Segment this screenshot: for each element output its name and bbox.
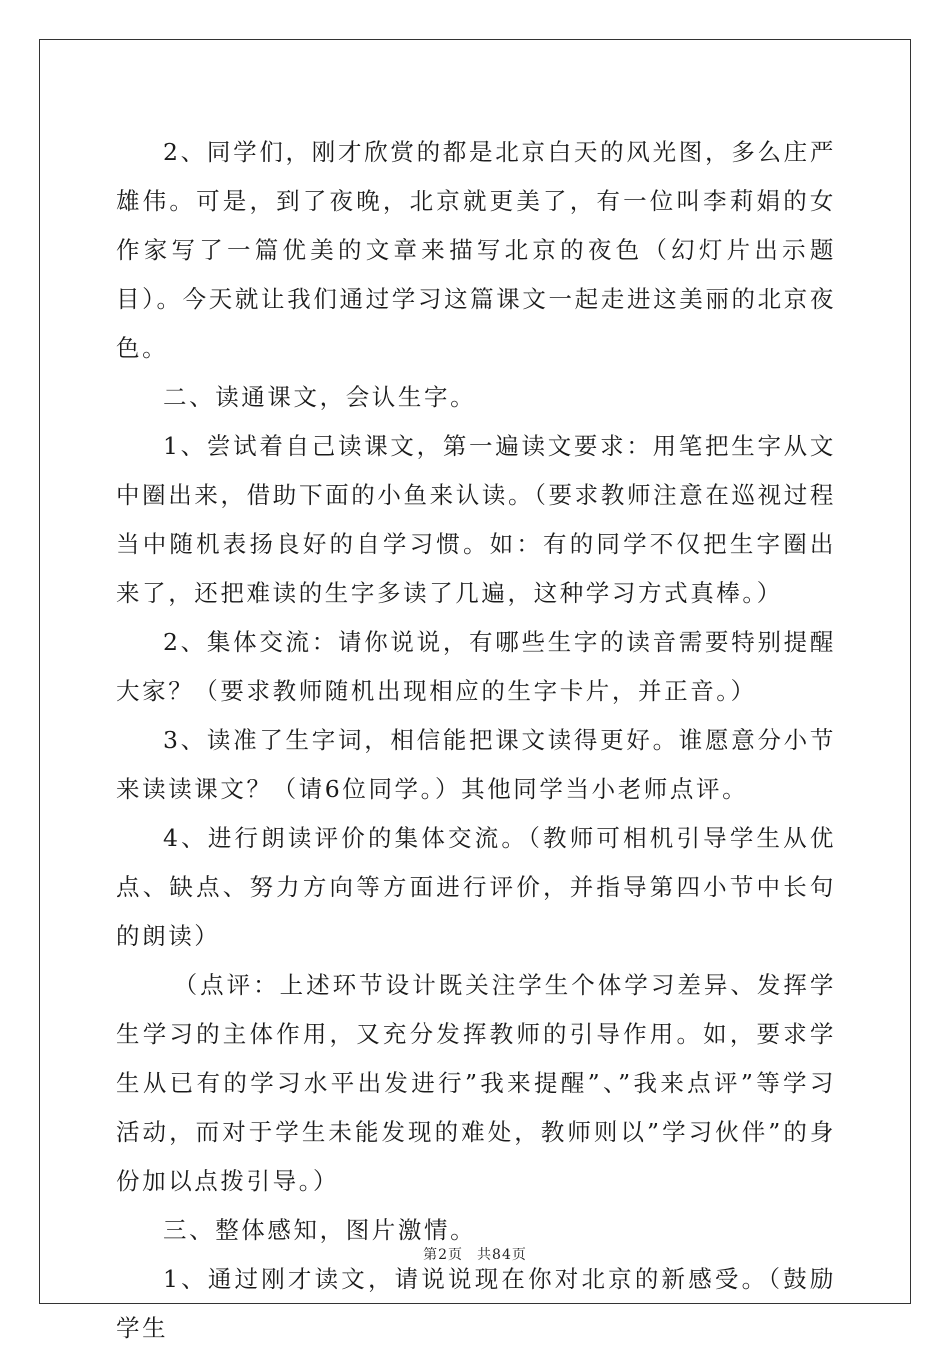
paragraph: 3、读准了生字词，相信能把课文读得更好。谁愿意分小节来读读课文？（请6位同学。）其他同学当小老师点评。: [116, 726, 836, 803]
commentary-paragraph: （点评：上述环节设计既关注学生个体学习差异、发挥学生学习的主体作用，又充分发挥教师的引导作用。如，要求学生从已有的学习水平出发进行”我来提醒”、”我来点评”等学习活动，而对于学生未能发现的难处，教师则以”学习伙伴”的身份加以点拨引导。）: [116, 971, 836, 1195]
paragraph: 2、同学们，刚才欣赏的都是北京白天的风光图，多么庄严雄伟。可是，到了夜晚，北京就更美了，有一位叫李莉娟的女作家写了一篇优美的文章来描写北京的夜色（幻灯片出示题目）。今天就让我们通过学习这篇课文一起走进这美丽的北京夜色。: [116, 138, 836, 362]
paragraph: 1、尝试着自己读课文，第一遍读文要求：用笔把生字从文中圈出来，借助下面的小鱼来认读。（要求教师注意在巡视过程当中随机表扬良好的自学习惯。如：有的同学不仅把生字圈出来了，还把难读的生字多读了几遍，这种学习方式真棒。）: [116, 432, 836, 607]
page-number: 第2页: [423, 1247, 464, 1263]
page-footer: [0, 1244, 950, 1264]
paragraph: 4、进行朗读评价的集体交流。（教师可相机引导学生从优点、缺点、努力方向等方面进行评价，并指导第四小节中长句的朗读）: [116, 824, 836, 950]
page-total: 共84页: [477, 1247, 527, 1263]
section-heading: 三、整体感知，图片激情。: [163, 1216, 477, 1244]
section-heading: 二、读通课文，会认生字。: [163, 383, 477, 411]
document-body: [116, 128, 836, 1353]
paragraph: 2、集体交流：请你说说，有哪些生字的读音需要特别提醒大家？（要求教师随机出现相应的生字卡片，并正音。）: [116, 628, 836, 705]
paragraph: 1、通过刚才读文，请说说现在你对北京的新感受。（鼓励学生: [116, 1265, 836, 1342]
